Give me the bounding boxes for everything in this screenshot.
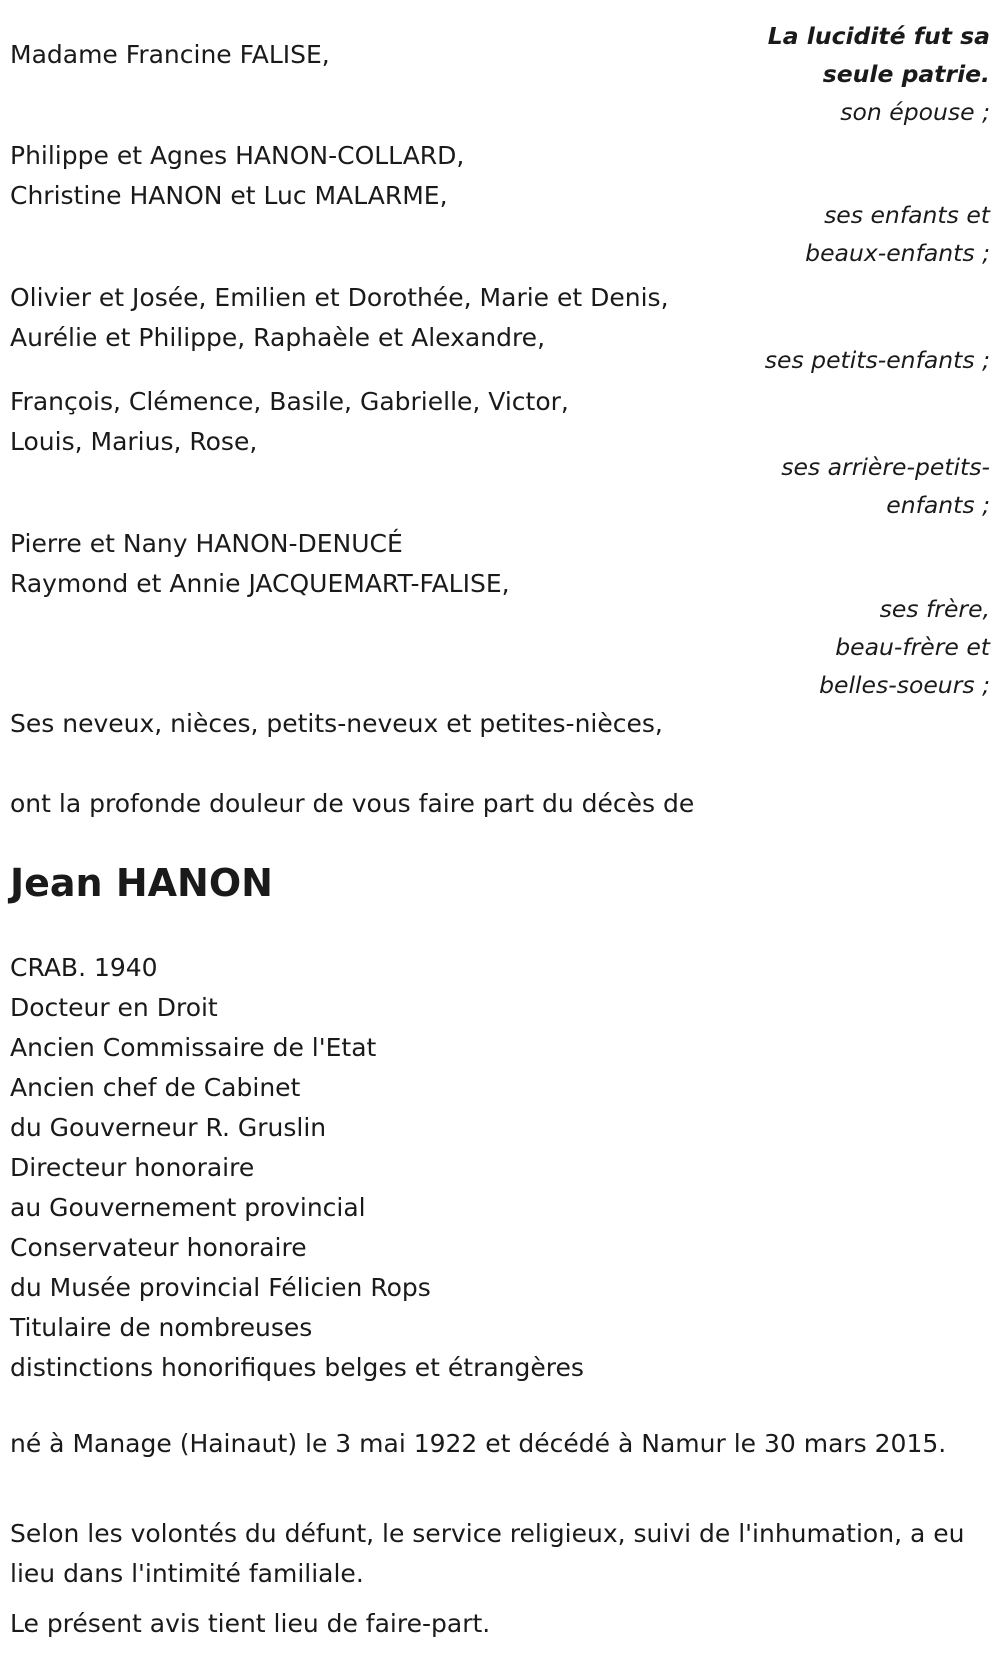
relation-line: enfants ;	[886, 491, 990, 519]
birth-death-paragraph: né à Manage (Hainaut) le 3 mai 1922 et décédé à Namur le 30 mars 2015.	[10, 1429, 947, 1458]
relation-line: ses petits-enfants ;	[764, 346, 990, 374]
title-line: Titulaire de nombreuses	[10, 1313, 313, 1342]
relation-line: belles-soeurs ;	[819, 671, 990, 699]
family-line: Pierre et Nany HANON-DENUCÉ	[10, 529, 403, 558]
relation-grandchildren	[765, 341, 990, 379]
relation-line: ses arrière-petits-	[781, 453, 990, 481]
family-grandchildren	[10, 278, 669, 358]
title-line: Conservateur honoraire	[10, 1233, 307, 1262]
family-line: Aurélie et Philippe, Raphaèle et Alexandre,	[10, 323, 546, 352]
announcement: ont la profonde douleur de vous faire part du décès de	[10, 789, 695, 818]
title-line: distinctions honorifiques belges et étrangères	[10, 1353, 584, 1382]
relation-line: beaux-enfants ;	[805, 239, 990, 267]
title-line: du Gouverneur R. Gruslin	[10, 1113, 327, 1142]
family-children	[10, 136, 464, 216]
relation-siblings	[819, 590, 990, 704]
title-line: Docteur en Droit	[10, 993, 218, 1022]
family-line: Madame Francine FALISE,	[10, 40, 330, 69]
family-line: François, Clémence, Basile, Gabrielle, Victor,	[10, 387, 569, 416]
titles-list	[10, 948, 584, 1388]
title-line: au Gouvernement provincial	[10, 1193, 366, 1222]
relation-line: son épouse ;	[840, 98, 990, 126]
family-line: Philippe et Agnes HANON-COLLARD,	[10, 141, 465, 170]
deceased-name: Jean HANON	[10, 861, 273, 905]
notice-paragraph: Le présent avis tient lieu de faire-part.	[10, 1609, 491, 1638]
title-line: Ancien chef de Cabinet	[10, 1073, 301, 1102]
family-line: Raymond et Annie JACQUEMART-FALISE,	[10, 569, 510, 598]
family-nephews	[10, 704, 663, 744]
family-line: Christine HANON et Luc MALARME,	[10, 181, 448, 210]
family-siblings	[10, 524, 510, 604]
title-line: Directeur honoraire	[10, 1153, 255, 1182]
title-line: Ancien Commissaire de l'Etat	[10, 1033, 377, 1062]
motto	[768, 17, 990, 93]
family-spouse	[10, 35, 330, 75]
motto-line: La lucidité fut sa	[767, 22, 990, 50]
family-great-grandchildren	[10, 382, 569, 462]
relation-line: ses enfants et	[824, 201, 990, 229]
relation-line: ses frère,	[879, 595, 990, 623]
relation-line: beau-frère et	[835, 633, 990, 661]
family-line: Louis, Marius, Rose,	[10, 427, 258, 456]
relation-great-grandchildren	[781, 448, 990, 524]
motto-line: seule patrie.	[822, 60, 990, 88]
service-paragraph: Selon les volontés du défunt, le service religieux, suivi de l'inhumation, a eu lieu dans l'intimité familiale.	[10, 1519, 965, 1588]
title-line: du Musée provincial Félicien Rops	[10, 1273, 431, 1302]
family-line: Olivier et Josée, Emilien et Dorothée, Marie et Denis,	[10, 283, 669, 312]
title-line: CRAB. 1940	[10, 953, 158, 982]
relation-spouse	[840, 93, 990, 131]
relation-children	[805, 196, 990, 272]
family-line: Ses neveux, nièces, petits-neveux et petites-nièces,	[10, 709, 663, 738]
